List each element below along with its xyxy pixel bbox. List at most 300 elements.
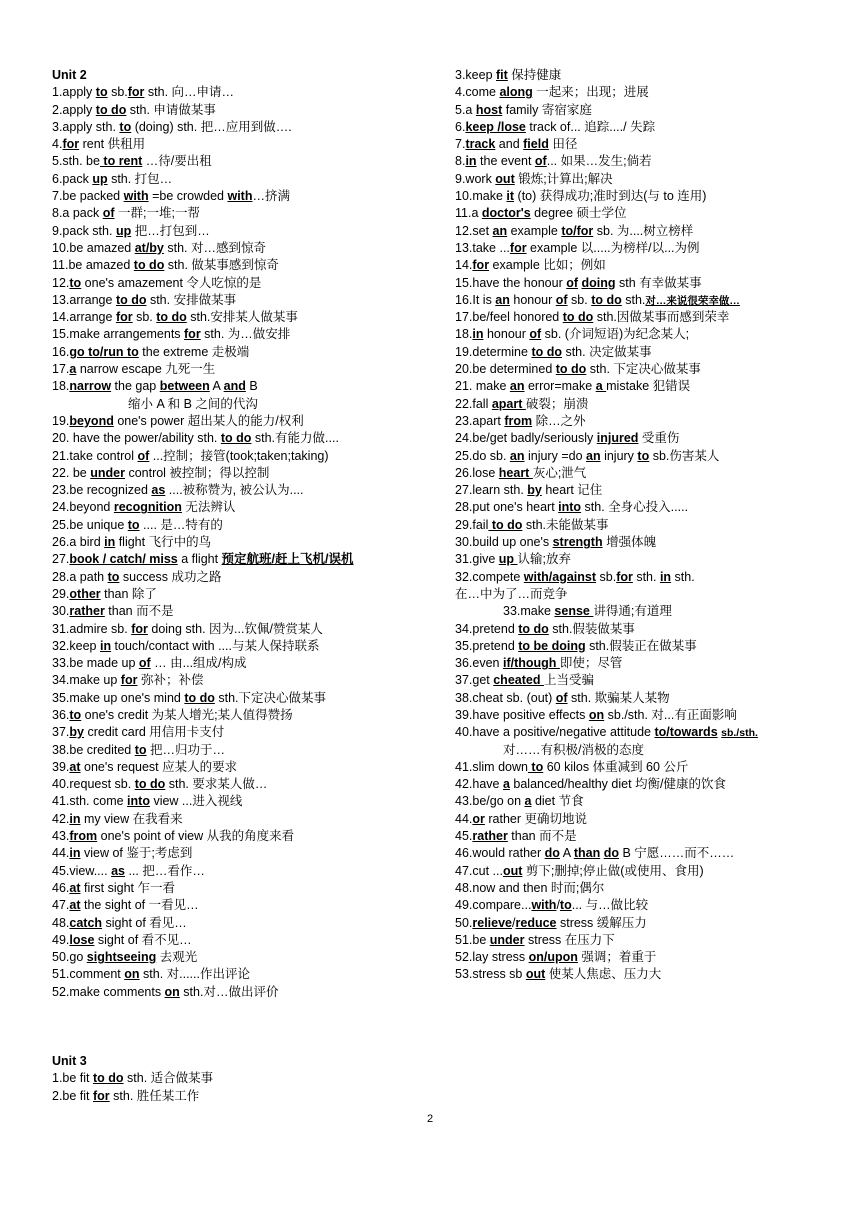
key-phrase: of (529, 327, 542, 342)
item-text: 锻炼;计算出;解决 (514, 171, 613, 186)
key-phrase: with (227, 189, 253, 204)
key-phrase: of (555, 690, 568, 705)
list-item (455, 759, 855, 776)
item-text: 一起来；出现；进展 (532, 85, 649, 100)
item-text: sb. (介词短语)为纪念某人; (541, 327, 690, 342)
list-item (52, 672, 442, 689)
item-text: one's power 超出某人的能力/权利 (113, 413, 304, 428)
key-phrase: it (506, 189, 515, 204)
list-item (52, 153, 442, 170)
list-item (455, 205, 855, 222)
item-text: 39.have positive effects (455, 707, 589, 722)
item-text: sth. 对…感到惊奇 (163, 240, 266, 255)
item-text: sth. 适合做某事 (123, 1071, 214, 1086)
item-text: 28.put one's heart (455, 500, 559, 515)
key-phrase: to do (220, 431, 252, 446)
key-phrase: of (566, 275, 579, 290)
item-text: injury =do (524, 448, 586, 463)
item-text: 41.slim down (455, 759, 528, 774)
key-phrase: doctor's (481, 206, 531, 221)
item-text: 27.learn sth. (455, 483, 528, 498)
list-item (455, 811, 855, 828)
list-item (455, 586, 855, 603)
list-item (455, 897, 855, 914)
key-phrase: cheated (493, 673, 544, 688)
item-text: 44. (455, 811, 473, 826)
key-phrase: to (119, 119, 132, 134)
key-phrase: in (104, 535, 116, 550)
item-text: sight of 看见… (102, 915, 187, 930)
item-text: control 被控制；得以控制 (124, 465, 270, 480)
key-phrase: to do (95, 102, 127, 117)
item-text: 45. (455, 829, 473, 844)
key-phrase: a (502, 777, 510, 792)
key-phrase: lose (69, 932, 95, 947)
item-text: 52.lay stress (455, 950, 529, 965)
item-text: 50. (455, 915, 473, 930)
item-text: 43. (52, 829, 70, 844)
list-item (52, 413, 442, 430)
list-item (455, 482, 855, 499)
item-text: sth. (632, 569, 660, 584)
item-text: 7.be packed (52, 189, 124, 204)
list-item (52, 84, 442, 101)
key-phrase: heart (498, 465, 533, 480)
key-phrase: rather (472, 829, 508, 844)
list-item (52, 309, 442, 326)
list-item (52, 551, 442, 568)
item-text: 26.a bird (52, 535, 105, 550)
list-item (52, 828, 442, 845)
item-text: one's credit 为某人增光;某人值得赞扬 (81, 707, 293, 722)
item-text: (to) 获得成功;准时到达(与 to 连用) (514, 189, 707, 204)
key-phrase: in (659, 569, 672, 584)
item-text: 19.determine (455, 344, 532, 359)
item-text: flight 飞行中的鸟 (115, 535, 212, 550)
list-item (52, 690, 442, 707)
key-phrase: for (120, 673, 138, 688)
key-phrase: fit (496, 68, 508, 82)
item-text: 47. (52, 898, 70, 913)
item-text: 30.build up one's (455, 535, 553, 550)
item-text: sth.下定决心做某事 (214, 690, 326, 705)
item-text: injury (600, 448, 638, 463)
item-text: 32.compete (455, 569, 524, 584)
list-item (455, 448, 855, 465)
item-text: 15.make arrangements (52, 327, 185, 342)
item-text: 上当受骗 (543, 673, 594, 688)
item-text: 12.set (455, 223, 493, 238)
item-text: 增强体魄 (602, 535, 657, 550)
list-item (455, 828, 855, 845)
key-phrase: for (184, 327, 201, 342)
item-text: than 除了 (100, 586, 157, 601)
key-phrase: on (588, 707, 605, 722)
item-text: 42. (52, 811, 70, 826)
item-text: 12. (52, 275, 70, 290)
item-text: 把…打包到… (131, 223, 210, 238)
list-item (52, 292, 442, 309)
item-text: ....被称赞为, 被公认为.... (165, 483, 304, 498)
key-phrase: in (99, 638, 112, 653)
item-text: one's point of view 从我的角度来看 (97, 829, 295, 844)
key-phrase: at (69, 898, 81, 913)
item-text: 去观光 (156, 950, 198, 965)
list-item (455, 309, 855, 326)
item-text: 42.have (455, 777, 503, 792)
list-item (52, 742, 442, 759)
list-item (455, 102, 855, 119)
item-text: (doing) sth. 把…应用到做…. (131, 119, 292, 134)
list-item (52, 448, 442, 465)
key-phrase: 对…来说很荣幸做… (645, 294, 740, 307)
list-item (455, 655, 855, 672)
item-text: sb. (107, 85, 128, 100)
item-text: sth. 全身心投入..... (581, 500, 689, 515)
item-text: 23.be recognized (52, 483, 152, 498)
key-phrase: in (465, 154, 477, 169)
list-item (455, 863, 855, 880)
item-text: 46. (52, 880, 70, 895)
item-text: narrow escape 九死一生 (76, 362, 216, 377)
list-item (52, 344, 442, 361)
key-phrase: an (495, 292, 510, 307)
item-text: 9.work (455, 171, 496, 186)
list-item (455, 171, 855, 188)
list-item (52, 482, 442, 499)
item-text: doing sth. 因为...钦佩/赞赏某人 (147, 621, 323, 636)
item-text: 3.keep (455, 68, 497, 82)
item-text: .... 是…特有的 (139, 517, 223, 532)
key-phrase: up (92, 171, 108, 186)
item-text: 37.get (455, 673, 494, 688)
list-item (455, 707, 855, 724)
list-item (52, 499, 442, 516)
key-phrase: as (111, 863, 125, 878)
item-text: a flight (177, 552, 222, 567)
list-item (52, 275, 442, 292)
key-phrase: at (69, 759, 81, 774)
item-text: … 由...组成/构成 (150, 656, 247, 671)
list-item (455, 845, 855, 862)
key-phrase: of (102, 206, 115, 221)
key-phrase: to be doing (518, 638, 586, 653)
key-phrase: a (69, 362, 77, 377)
list-item (455, 465, 855, 482)
key-phrase: for (616, 569, 633, 584)
list-item (455, 603, 855, 620)
item-text: 44. (52, 846, 70, 861)
item-text: 48.now and then 时而;偶尔 (455, 880, 605, 895)
list-item (455, 932, 855, 949)
item-text: sth. 要求某人做… (165, 777, 268, 792)
key-phrase: narrow (69, 379, 112, 394)
item-text: 10.make (455, 189, 507, 204)
item-text: 18. (52, 379, 70, 394)
list-item (52, 845, 442, 862)
key-phrase: into (558, 500, 582, 515)
item-text: balanced/healthy diet 均衡/健康的饮食 (509, 777, 726, 792)
item-text: sth. 做某事感到惊奇 (164, 258, 279, 273)
item-text: 10.be amazed (52, 240, 135, 255)
list-item (455, 413, 855, 430)
item-text: 2.be fit (52, 1088, 93, 1103)
item-text: 27. (52, 552, 70, 567)
list-item (52, 517, 442, 534)
list-item (52, 932, 442, 949)
key-phrase: for (62, 137, 80, 152)
item-text: view ...进入视线 (149, 794, 243, 809)
item-text: 34.pretend (455, 621, 519, 636)
item-text: 35.pretend (455, 638, 519, 653)
key-phrase: sb./sth. (721, 727, 758, 740)
list-item (52, 257, 442, 274)
item-text: credit card 用信用卡支付 (83, 725, 225, 740)
unit2-list (52, 84, 442, 1001)
item-text: 38.be credited (52, 742, 135, 757)
item-text: example (507, 223, 562, 238)
item-text: 48. (52, 915, 70, 930)
list-item (455, 880, 855, 897)
item-text: 20.be determined (455, 362, 556, 377)
item-text: 即使；尽管 (559, 656, 623, 671)
key-phrase: than (573, 846, 601, 861)
item-text: sb.伤害某人 (649, 448, 720, 463)
list-item (455, 915, 855, 932)
item-text: sb. (596, 569, 617, 584)
key-phrase: to (134, 742, 147, 757)
key-phrase: on/upon (528, 950, 578, 965)
item-text: 破裂；崩溃 (525, 396, 589, 411)
key-phrase: to do (555, 362, 587, 377)
item-text: 37. (52, 725, 70, 740)
key-phrase: under (489, 932, 525, 947)
key-phrase: to rent (99, 154, 143, 169)
key-phrase: to do (184, 690, 215, 705)
item-text: 31.give (455, 552, 499, 567)
item-text: sth. 欺骗某人某物 (567, 690, 670, 705)
item-text: 22.fall (455, 396, 492, 411)
list-item (455, 551, 855, 568)
item-text: ... 与…做比较 (571, 898, 649, 913)
item-text: one's amazement 令人吃惊的是 (81, 275, 262, 290)
key-phrase: to do (562, 310, 594, 325)
item-text: 22. be (52, 465, 91, 480)
key-phrase: for (472, 258, 490, 273)
item-text: sth. (671, 569, 695, 584)
key-phrase: out (525, 967, 546, 982)
item-text: 21. make (455, 379, 510, 394)
item-text: 灰心;泄气 (532, 465, 587, 480)
item-text: ... 如果…发生;倘若 (546, 154, 652, 169)
list-item (455, 690, 855, 707)
item-text: 3.apply sth. (52, 119, 120, 134)
item-text: my view 在我看来 (80, 811, 183, 826)
key-phrase: of (555, 292, 568, 307)
key-phrase: for (509, 240, 527, 255)
item-text: 47.cut ... (455, 863, 503, 878)
key-phrase: host (475, 102, 503, 117)
list-item (455, 257, 855, 274)
key-phrase: do (603, 846, 619, 861)
list-item (455, 223, 855, 240)
key-phrase: catch (69, 915, 103, 930)
key-phrase: to do (488, 517, 523, 532)
key-phrase: to do (518, 621, 549, 636)
key-phrase: if/though (502, 656, 560, 671)
page-number: 2 (426, 1113, 434, 1125)
item-text: 39. (52, 759, 70, 774)
key-phrase: in (69, 811, 81, 826)
key-phrase: to do (134, 777, 166, 792)
list-item (455, 84, 855, 101)
key-phrase: field (523, 137, 549, 152)
item-text: the gap (111, 379, 160, 394)
key-phrase: of (534, 154, 547, 169)
key-phrase: or (472, 811, 485, 826)
list-item (52, 984, 442, 1001)
key-phrase: between (159, 379, 210, 394)
key-phrase: from (504, 413, 533, 428)
item-text: 弥补；补偿 (137, 673, 204, 688)
key-phrase: with (531, 898, 557, 913)
list-item (455, 344, 855, 361)
item-text: sth.未能做某事 (522, 517, 609, 532)
key-phrase: by (527, 483, 542, 498)
key-phrase: other (69, 586, 101, 601)
list-item (455, 724, 855, 741)
list-item (455, 275, 855, 292)
unit3-list-right (455, 67, 855, 984)
item-text: B (245, 379, 258, 394)
key-phrase: to do (115, 292, 147, 307)
key-phrase: and (223, 379, 246, 394)
item-text: sth 有幸做某事 (615, 275, 702, 290)
item-text: 8.a pack (52, 206, 103, 221)
item-text: sth. 打包… (107, 171, 173, 186)
item-text: sth. 胜任某工作 (109, 1088, 200, 1103)
item-text: =be crowded (148, 189, 228, 204)
key-phrase: an (492, 223, 508, 238)
key-phrase: sightseeing (86, 950, 157, 965)
item-text: 43.be/go on (455, 794, 525, 809)
item-text: 50.go (52, 950, 87, 965)
key-phrase: 预定航班/赶上飞机/误机 (221, 552, 354, 567)
item-text: 33.be made up (52, 656, 139, 671)
item-text: 32.keep (52, 638, 100, 653)
item-text: stress 缓解压力 (556, 915, 647, 930)
item-text: 13.arrange (52, 292, 116, 307)
list-item (52, 915, 442, 932)
key-phrase: doing (581, 275, 616, 290)
item-text: 4. (52, 137, 63, 152)
list-item (52, 966, 442, 983)
item-text: 30. (52, 604, 70, 619)
item-text: one's request 应某人的要求 (80, 759, 238, 774)
list-item (52, 880, 442, 897)
item-text: / (512, 915, 516, 930)
key-phrase: to do (93, 1071, 124, 1086)
item-text: 49.compare... (455, 898, 532, 913)
key-phrase: go to/run to (69, 344, 139, 359)
item-text: 26.lose (455, 465, 499, 480)
item-text: 53.stress sb (455, 967, 526, 982)
list-item (455, 949, 855, 966)
item-text: rent 供租用 (79, 137, 146, 152)
item-text: 7. (455, 137, 466, 152)
item-text: 对……有积极/消极的态度 (503, 742, 644, 757)
list-item (52, 776, 442, 793)
item-text: stress 在压力下 (524, 932, 615, 947)
item-text: diet 节食 (531, 794, 584, 809)
item-text: 11.a (455, 206, 482, 221)
key-phrase: for (115, 310, 133, 325)
item-text: B 宁愿……而不…… (618, 846, 735, 861)
item-text: 40.have a positive/negative attitude (455, 725, 655, 740)
item-text: 在…中为了…而竞争 (455, 586, 568, 601)
list-item (455, 326, 855, 343)
key-phrase: a (595, 379, 607, 394)
list-item (52, 638, 442, 655)
list-item (52, 793, 442, 810)
item-text: 24.beyond (52, 500, 114, 515)
item-text: honour (483, 327, 530, 342)
list-item (52, 811, 442, 828)
right-column (455, 67, 855, 984)
item-text: 21.take control (52, 448, 138, 463)
list-item (455, 292, 855, 309)
key-phrase: to (527, 759, 544, 774)
key-phrase: apart (491, 396, 526, 411)
item-text: / (556, 898, 560, 913)
item-text: 2.apply (52, 102, 96, 117)
item-text: 45.view.... (52, 863, 112, 878)
key-phrase: beyond (69, 413, 114, 428)
list-item (52, 430, 442, 447)
list-item (455, 499, 855, 516)
key-phrase: out (502, 863, 523, 878)
list-item (455, 638, 855, 655)
list-item (455, 153, 855, 170)
item-text: 讲得通;有道理 (593, 604, 672, 619)
key-phrase: relieve (472, 915, 513, 930)
key-phrase: to (69, 275, 82, 290)
list-item (52, 240, 442, 257)
item-text: 把…归功于… (146, 742, 225, 757)
item-text: 13.take ... (455, 240, 510, 255)
key-phrase: book / catch/ miss (69, 552, 178, 567)
key-phrase: to/towards (654, 725, 718, 740)
item-text: 16.It is (455, 292, 496, 307)
item-text: 使某人焦虑、压力大 (545, 967, 662, 982)
item-text: 46.would rather (455, 846, 545, 861)
item-text: 缩小 A 和 B 之间的代沟 (128, 396, 258, 411)
item-text: A (209, 379, 224, 394)
key-phrase: for (93, 1088, 110, 1103)
item-text: 25.do sb. (455, 448, 510, 463)
item-text: 35.make up one's mind (52, 690, 185, 705)
section-gap (52, 1001, 442, 1053)
item-text: touch/contact with ....与某人保持联系 (111, 638, 320, 653)
key-phrase: as (151, 483, 166, 498)
key-phrase: strength (552, 535, 603, 550)
item-text: sth.对…做出评价 (179, 984, 279, 999)
key-phrase: an (586, 448, 601, 463)
unit2-heading: Unit 2 (52, 68, 87, 82)
key-phrase: to do (531, 344, 562, 359)
item-text: 19. (52, 413, 70, 428)
key-phrase: to (95, 85, 108, 100)
